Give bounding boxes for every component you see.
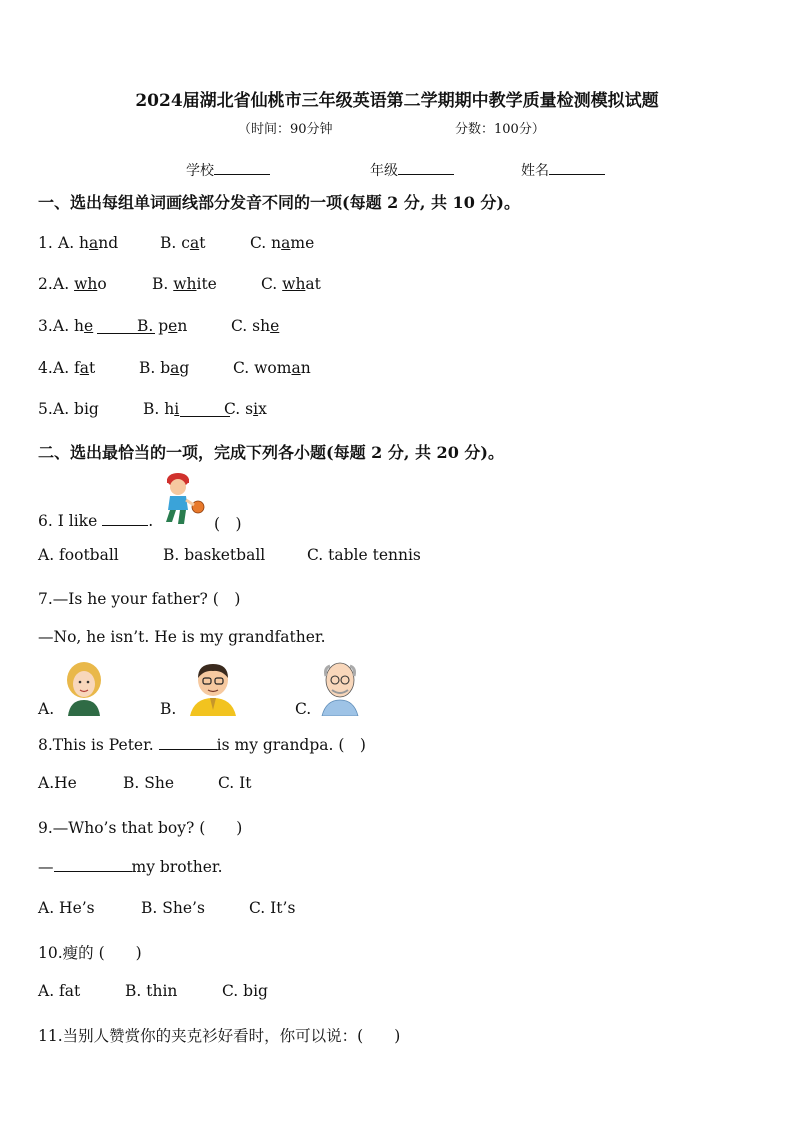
father-portrait-icon [186, 660, 240, 716]
grade-field[interactable] [370, 160, 454, 180]
q7-option-c[interactable]: C. [295, 700, 312, 718]
q10-option-b[interactable]: B. thin [125, 982, 178, 1000]
section1-heading: 一、选出每组单词画线部分发音不同的一项(每题 2 分, 共 10 分)。 [38, 193, 520, 212]
q6-option-b[interactable]: B. basketball [163, 546, 266, 564]
q9-option-a[interactable]: A. He’s [38, 899, 95, 917]
q4-option-a: A. fat [53, 359, 96, 377]
q1-option-a: A. hand [58, 234, 119, 252]
name-label: 姓名 [521, 163, 549, 179]
q6-stem: 6. I like . [38, 512, 154, 530]
school-blank[interactable] [214, 160, 270, 175]
q9-reply: — my brother. [38, 858, 223, 876]
q2-option-b: B. white [152, 275, 217, 293]
q5-number: 5. [38, 400, 53, 418]
q5-option-a: A. big [53, 400, 99, 418]
page-title: 2024届湖北省仙桃市三年级英语第二学期期中教学质量检测模拟试题 [135, 91, 659, 111]
q10-option-a[interactable]: A. fat [38, 982, 81, 1000]
q2-option-c: C. what [261, 275, 321, 293]
q9-answer-blank[interactable] [54, 859, 132, 872]
q5-option-b: B. hi [143, 400, 180, 418]
q10-stem: 10.瘦的 ( ) [38, 944, 142, 962]
q5-option-c: C. six [224, 400, 267, 418]
q3-option-a: A. he [53, 317, 94, 335]
q1-option-b: B. cat [160, 234, 206, 252]
q2-number: 2. [38, 275, 53, 293]
q3-option-c: C. she [231, 317, 280, 335]
q9-option-c[interactable]: C. It’s [249, 899, 296, 917]
boy-basketball-icon [158, 470, 210, 528]
q7-reply: —No, he isn’t. He is my grandfather. [38, 628, 326, 646]
section2-heading: 二、选出最恰当的一项，完成下列各小题(每题 2 分, 共 20 分)。 [38, 443, 504, 462]
q8-answer-blank[interactable] [159, 737, 217, 750]
q2-option-a: A. who [53, 275, 107, 293]
q7-option-a[interactable]: A. [38, 700, 55, 718]
school-label: 学校 [186, 163, 214, 179]
q4-number: 4. [38, 359, 53, 377]
grade-blank[interactable] [398, 160, 454, 175]
grandfather-portrait-icon [316, 658, 362, 716]
q3-number: 3. [38, 317, 53, 335]
school-field[interactable] [186, 160, 270, 180]
q5-underline [180, 416, 230, 417]
q7-stem: 7.—Is he your father? ( ) [38, 590, 241, 608]
q1-number: 1. [38, 234, 53, 252]
q6-paren: ( ) [214, 515, 242, 533]
q10-option-c[interactable]: C. big [222, 982, 268, 1000]
q8-stem: 8.This is Peter. is my grandpa. ( ) [38, 736, 366, 754]
q9-option-b[interactable]: B. She’s [141, 899, 205, 917]
grade-label: 年级 [370, 163, 398, 179]
q11-stem: 11.当别人赞赏你的夹克衫好看时，你可以说：( ) [38, 1027, 401, 1045]
q6-answer-blank[interactable] [102, 513, 148, 526]
q3-option-b: B. pen [137, 317, 188, 335]
q8-option-a[interactable]: A.He [38, 774, 77, 792]
q4-option-c: C. woman [233, 359, 311, 377]
q6-option-c[interactable]: C. table tennis [307, 546, 421, 564]
q7-option-b[interactable]: B. [160, 700, 177, 718]
exam-time: （时间：90分钟 [238, 122, 333, 137]
woman-portrait-icon [62, 660, 106, 716]
q8-option-b[interactable]: B. She [123, 774, 175, 792]
q1-option-c: C. name [250, 234, 315, 252]
q9-stem: 9.—Who’s that boy? ( ) [38, 819, 243, 837]
q4-option-b: B. bag [139, 359, 190, 377]
exam-score: 分数：100分） [455, 122, 545, 137]
q8-option-c[interactable]: C. It [218, 774, 252, 792]
name-blank[interactable] [549, 160, 605, 175]
q6-option-a[interactable]: A. football [38, 546, 119, 564]
name-field[interactable] [521, 160, 605, 180]
